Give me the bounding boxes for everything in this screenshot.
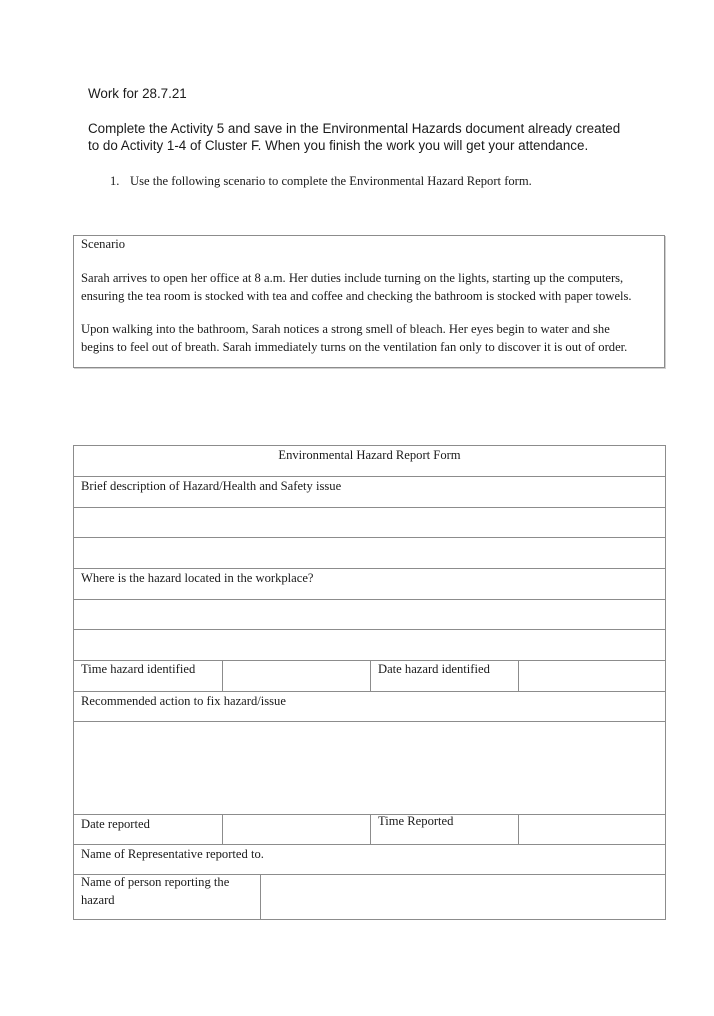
representative-row <box>74 845 665 875</box>
time-identified-label: Time hazard identified <box>81 662 196 676</box>
brief-description-row <box>74 477 665 508</box>
instruction-line-1: Complete the Activity 5 and save in the Environmental Hazards document already created <box>88 121 621 136</box>
recommended-action-input[interactable] <box>74 722 665 815</box>
scenario-box <box>73 235 665 368</box>
work-date-heading: Work for 28.7.21 <box>88 86 187 101</box>
time-reported-input[interactable] <box>518 815 665 844</box>
representative-label: Name of Representative reported to. <box>81 847 264 861</box>
hazard-location-input-2[interactable] <box>74 630 665 661</box>
time-reported-cell <box>370 815 518 844</box>
reporter-name-input[interactable] <box>260 875 665 919</box>
identified-row <box>74 661 665 692</box>
date-identified-label: Date hazard identified <box>378 662 490 676</box>
instruction-line-2: to do Activity 1-4 of Cluster F. When you finish the work you will get your attendance. <box>88 138 589 153</box>
hazard-location-row <box>74 569 665 600</box>
form-title-row <box>74 446 665 477</box>
scenario-paragraph-2-line-1: Upon walking into the bathroom, Sarah notices a strong smell of bleach. Her eyes begin to water and she <box>81 322 610 336</box>
task-text: Use the following scenario to complete the Environmental Hazard Report form. <box>130 174 532 188</box>
reporter-row <box>74 875 665 919</box>
date-reported-input[interactable] <box>222 815 370 844</box>
hazard-location-input-1[interactable] <box>74 600 665 630</box>
reported-row <box>74 815 665 845</box>
scenario-paragraph-1-line-1: Sarah arrives to open her office at 8 a.m. Her duties include turning on the lights, starting up the computers, <box>81 271 624 285</box>
time-identified-cell <box>74 661 222 691</box>
reporter-name-cell <box>74 875 260 919</box>
time-identified-input[interactable] <box>222 661 370 691</box>
scenario-paragraph-2-line-2: begins to feel out of breath. Sarah immediately turns on the ventilation fan only to discover it is out of order. <box>81 340 628 354</box>
task-number: 1. <box>110 174 120 188</box>
scenario-title: Scenario <box>81 237 126 251</box>
hazard-report-form <box>73 445 666 920</box>
time-reported-label: Time Reported <box>378 814 454 828</box>
brief-description-input-2[interactable] <box>74 538 665 569</box>
scenario-paragraph-1-line-2: ensuring the tea room is stocked with tea and coffee and checking the bathroom is stocked with paper towels. <box>81 289 632 303</box>
hazard-location-label: Where is the hazard located in the workplace? <box>81 571 314 585</box>
date-identified-input[interactable] <box>518 661 665 691</box>
reporter-label-line-1: Name of person reporting the <box>81 875 230 889</box>
recommended-action-label: Recommended action to fix hazard/issue <box>81 694 286 708</box>
recommended-action-row <box>74 692 665 722</box>
date-reported-label: Date reported <box>81 817 150 831</box>
brief-description-label: Brief description of Hazard/Health and Safety issue <box>81 479 342 493</box>
date-identified-cell <box>370 661 518 691</box>
reporter-label-line-2: hazard <box>81 893 115 907</box>
form-title: Environmental Hazard Report Form <box>278 448 461 462</box>
brief-description-input-1[interactable] <box>74 508 665 538</box>
date-reported-cell <box>74 815 222 844</box>
